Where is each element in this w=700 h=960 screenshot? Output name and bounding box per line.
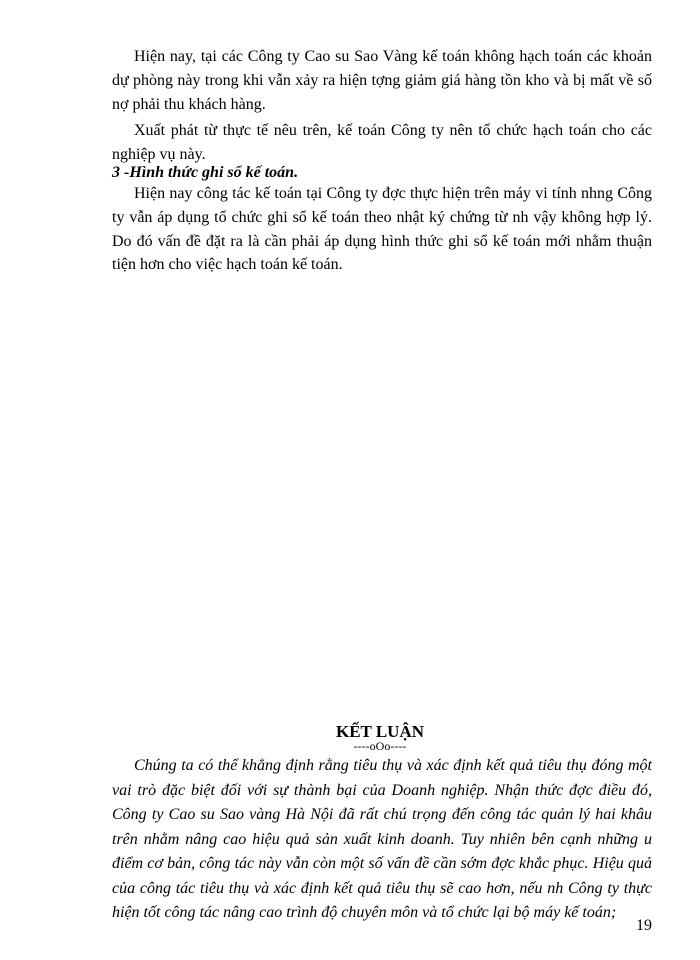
paragraph-bookkeeping: Hiện nay công tác kế toán tại Công ty đợc thực hiện trên máy vi tính nhng Công ty vẫn áp dụng tổ chức ghi sổ kế toán theo nhật ký chứng từ nh vậy không hợp lý. Do đó vấn đề đặt ra là cần phải áp dụng hình thức ghi sổ kế toán mới nhằm thuận tiện hơn cho việc hạch toán kế toán.: [112, 185, 652, 274]
conclusion-title: KẾT LUẬN: [335, 722, 424, 741]
conclusion-divider: ----oOo----: [353, 739, 407, 753]
paragraph-provisions: Hiện nay, tại các Công ty Cao su Sao Vàng kế toán không hạch toán các khoản dự phòng này trong khi vẫn xảy ra hiện tợng giảm giá hàng tồn kho và bị mất về số nợ phải thu khách hàng.: [112, 48, 652, 113]
page-number: 19: [636, 917, 652, 934]
section-heading-bookkeeping-form: 3 -Hình thức ghi sổ kế toán.: [112, 164, 299, 181]
paragraph-recommendation: Xuất phát từ thực tế nêu trên, kế toán Công ty nên tổ chức hạch toán cho các nghiệp vụ này.: [112, 122, 652, 163]
conclusion-paragraph: Chúng ta có thể khẳng định rằng tiêu thụ và xác định kết quả tiêu thụ đóng một vai trò đặc biệt đối với sự thành bại của Doanh nghiệp. Nhận thức đợc điều đó, Công ty Cao su Sao vàng Hà Nội đã rất chú trọng đến công tác quản lý hai khâu trên nhằm nâng cao hiệu quả sản xuất kinh doanh. Tuy nhiên bên cạnh những u điểm cơ bản, công tác này vẫn còn một số vấn đề cần sớm đợc khắc phục. Hiệu quả của công tác tiêu thụ và xác định kết quả tiêu thụ sẽ cao hơn, nếu nh Công ty thực hiện tốt công tác nâng cao trình độ chuyên môn và tổ chức lại bộ máy kế toán;: [112, 757, 652, 921]
